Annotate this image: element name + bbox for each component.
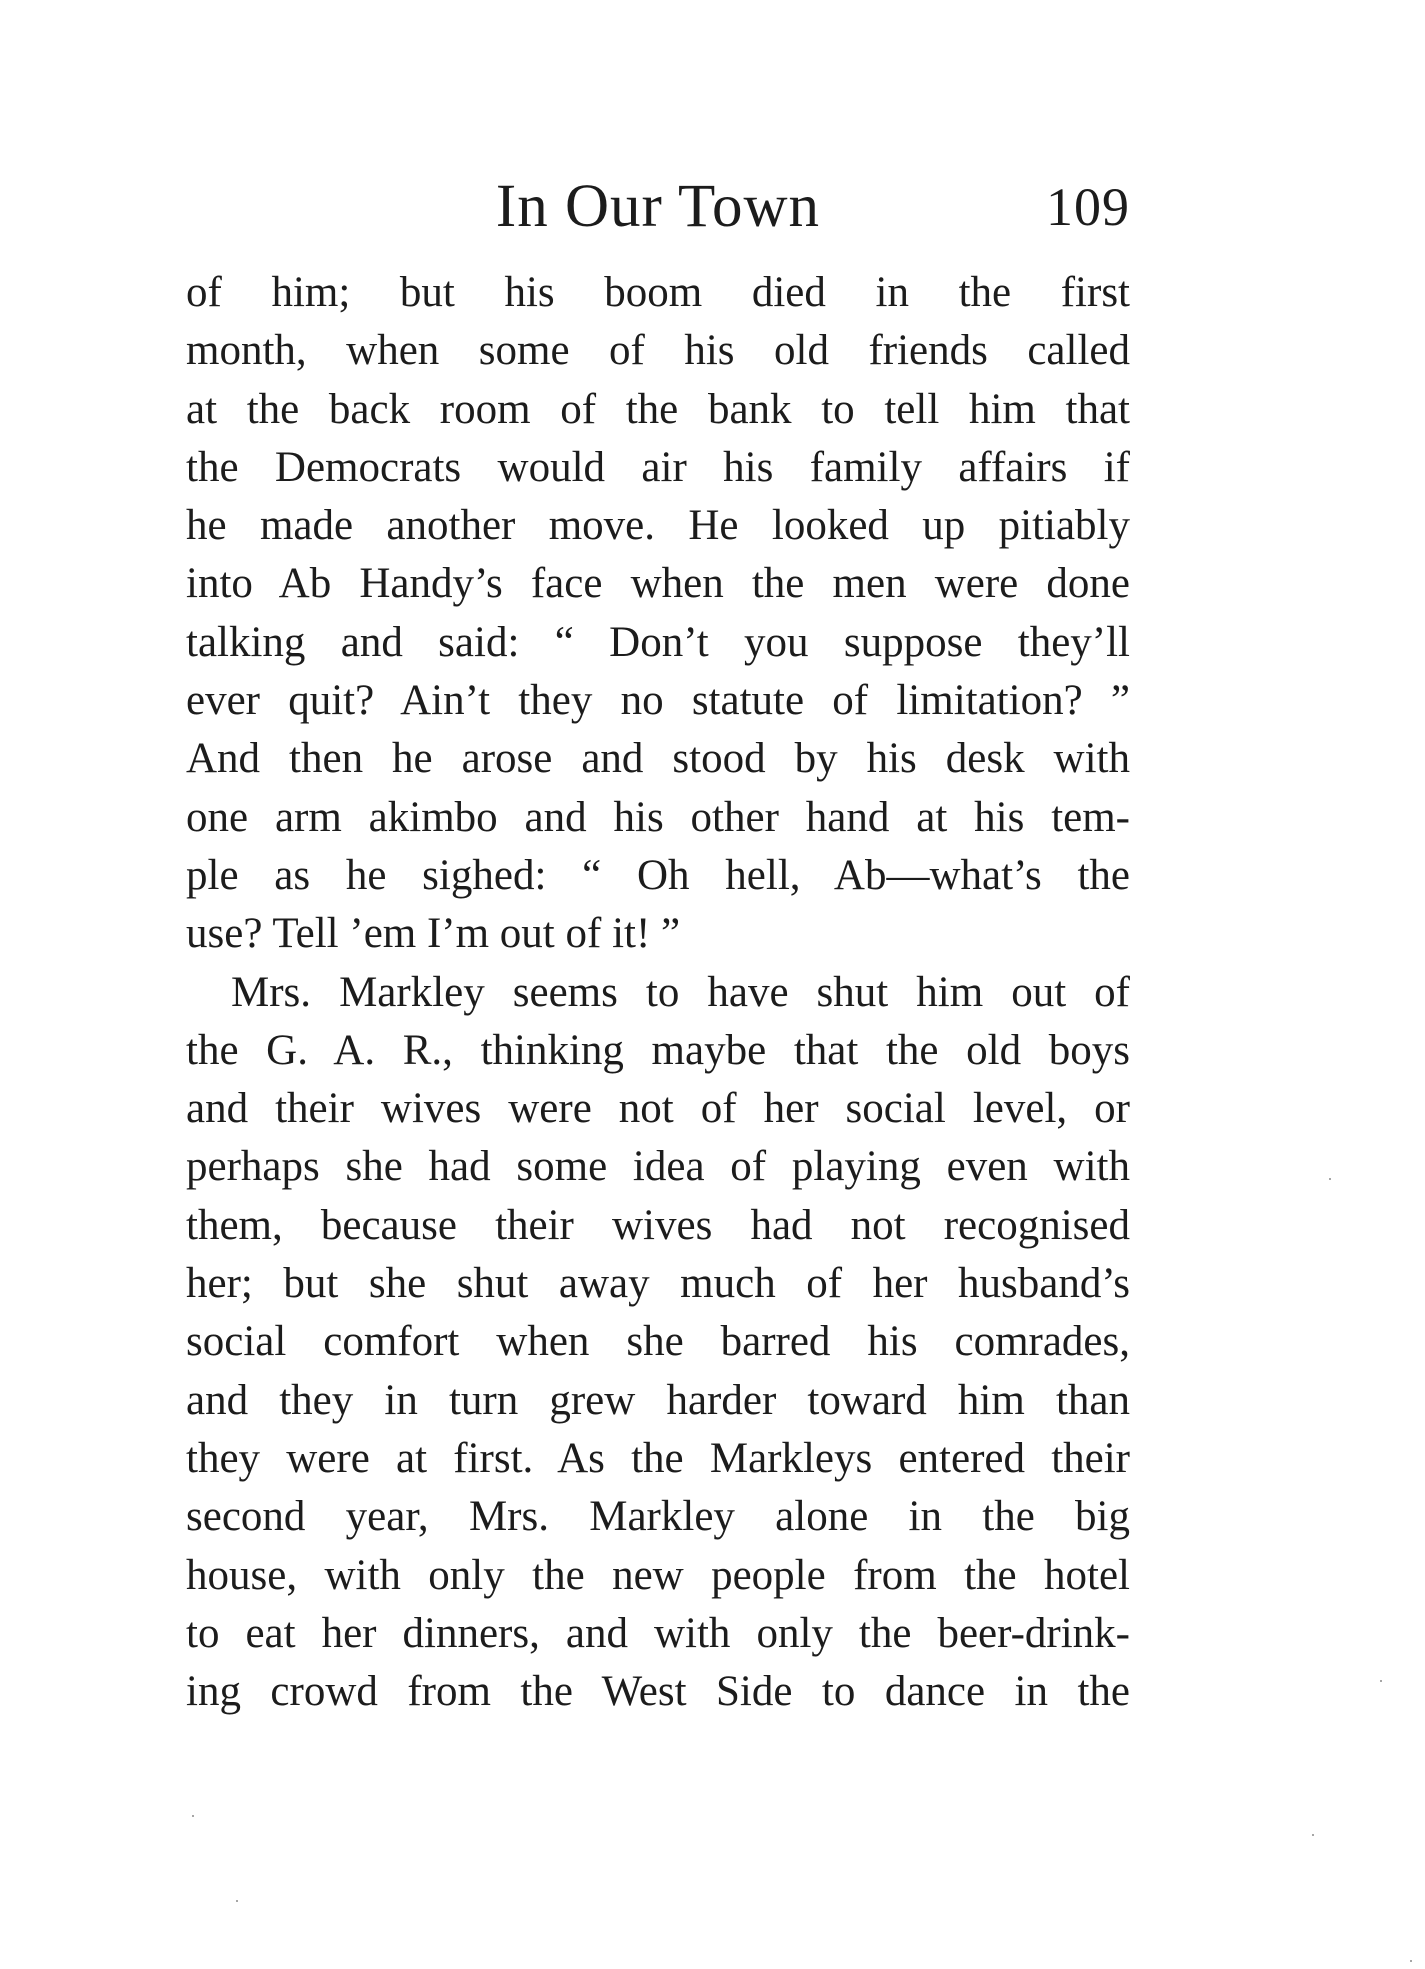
- page-number: 109: [1046, 177, 1130, 237]
- text-line: ple as he sighed: “ Oh hell, Ab—what’s the: [186, 851, 1130, 899]
- scan-speck: [1312, 1834, 1314, 1836]
- text-line: them, because their wives had not recognised: [186, 1201, 1130, 1249]
- scan-speck: [192, 1815, 194, 1817]
- text-line: at the back room of the bank to tell him that: [186, 385, 1130, 433]
- running-title: In Our Town: [495, 173, 821, 240]
- scan-speck: [236, 1900, 238, 1902]
- text-line: talking and said: “ Don’t you suppose they’ll: [186, 618, 1130, 666]
- scan-speck: [1380, 1680, 1382, 1682]
- text-line: the Democrats would air his family affairs if: [186, 443, 1130, 491]
- body-text: [186, 264, 1130, 1721]
- text-line: he made another move. He looked up pitiably: [186, 502, 1130, 550]
- text-line: into Ab Handy’s face when the men were done: [186, 560, 1130, 608]
- text-line: second year, Mrs. Markley alone in the big: [186, 1493, 1130, 1541]
- running-head: [186, 172, 1130, 242]
- text-line: social comfort when she barred his comrades,: [186, 1318, 1130, 1366]
- text-line: ing crowd from the West Side to dance in the: [186, 1668, 1130, 1716]
- text-line: one arm akimbo and his other hand at his tem-: [186, 793, 1130, 841]
- text-line: month, when some of his old friends called: [186, 327, 1130, 375]
- text-line: And then he arose and stood by his desk with: [186, 735, 1130, 783]
- text-line: and their wives were not of her social level, or: [186, 1085, 1130, 1133]
- text-line: the G. A. R., thinking maybe that the old boys: [186, 1026, 1130, 1074]
- text-line: perhaps she had some idea of playing even with: [186, 1143, 1130, 1191]
- text-line: and they in turn grew harder toward him than: [186, 1376, 1130, 1424]
- text-line: of him; but his boom died in the first: [186, 269, 1130, 316]
- text-line: her; but she shut away much of her husband’s: [186, 1260, 1130, 1308]
- text-line: ever quit? Ain’t they no statute of limitation? ”: [186, 677, 1130, 725]
- text-line: they were at first. As the Markleys entered their: [186, 1434, 1130, 1482]
- scan-speck: [1329, 1178, 1331, 1180]
- paragraph-first-line: Mrs. Markley seems to have shut him out of: [231, 968, 1130, 1016]
- paragraph-last-line: use? Tell ’em I’m out of it! ”: [186, 910, 681, 958]
- text-line: to eat her dinners, and with only the beer-drink-: [186, 1609, 1130, 1657]
- text-line: house, with only the new people from the hotel: [186, 1551, 1130, 1599]
- scan-speck: [1410, 1960, 1412, 1962]
